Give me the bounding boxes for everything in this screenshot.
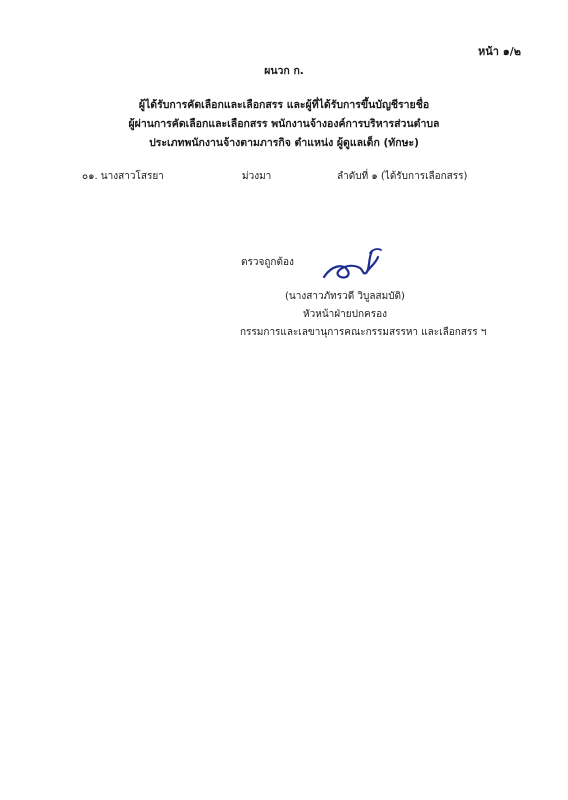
document-title <box>0 96 568 153</box>
entry-surname: ม่วงมา <box>242 171 272 182</box>
signature-image <box>318 243 390 283</box>
verified-label: ตรวจถูกต้อง <box>241 257 294 268</box>
title-line-2: ผู้ผ่านการคัดเลือกและเลือกสรร พนักงานจ้างองค์การบริหารส่วนตำบล <box>128 118 440 130</box>
signer-organization: กรรมการและเลขานุการคณะกรรมสรรหา และเลือกสรร ฯ <box>240 327 487 338</box>
entry-name: ๐๑. นางสาวโสรยา <box>82 171 164 182</box>
page-number: หน้า ๑/๒ <box>477 45 521 58</box>
appendix-label: ผนวก ก. <box>264 65 304 77</box>
signer-name: (นางสาวภัทรวดี วิบูลสมบัติ) <box>285 291 405 302</box>
title-line-1: ผู้ได้รับการคัดเลือกและเลือกสรร และผู้ที่ได้รับการขึ้นบัญชีรายชื่อ <box>138 99 430 111</box>
list-item <box>0 169 568 183</box>
signature-block <box>210 288 487 342</box>
title-line-3: ประเภทพนักงานจ้างตามภารกิจ ตำแหน่ง ผู้ดูแลเด็ก (ทักษะ) <box>149 137 419 149</box>
signer-position: หัวหน้าฝ่ายปกครอง <box>303 309 387 320</box>
entry-status: ลำดับที่ ๑ (ได้รับการเลือกสรร) <box>337 171 468 182</box>
